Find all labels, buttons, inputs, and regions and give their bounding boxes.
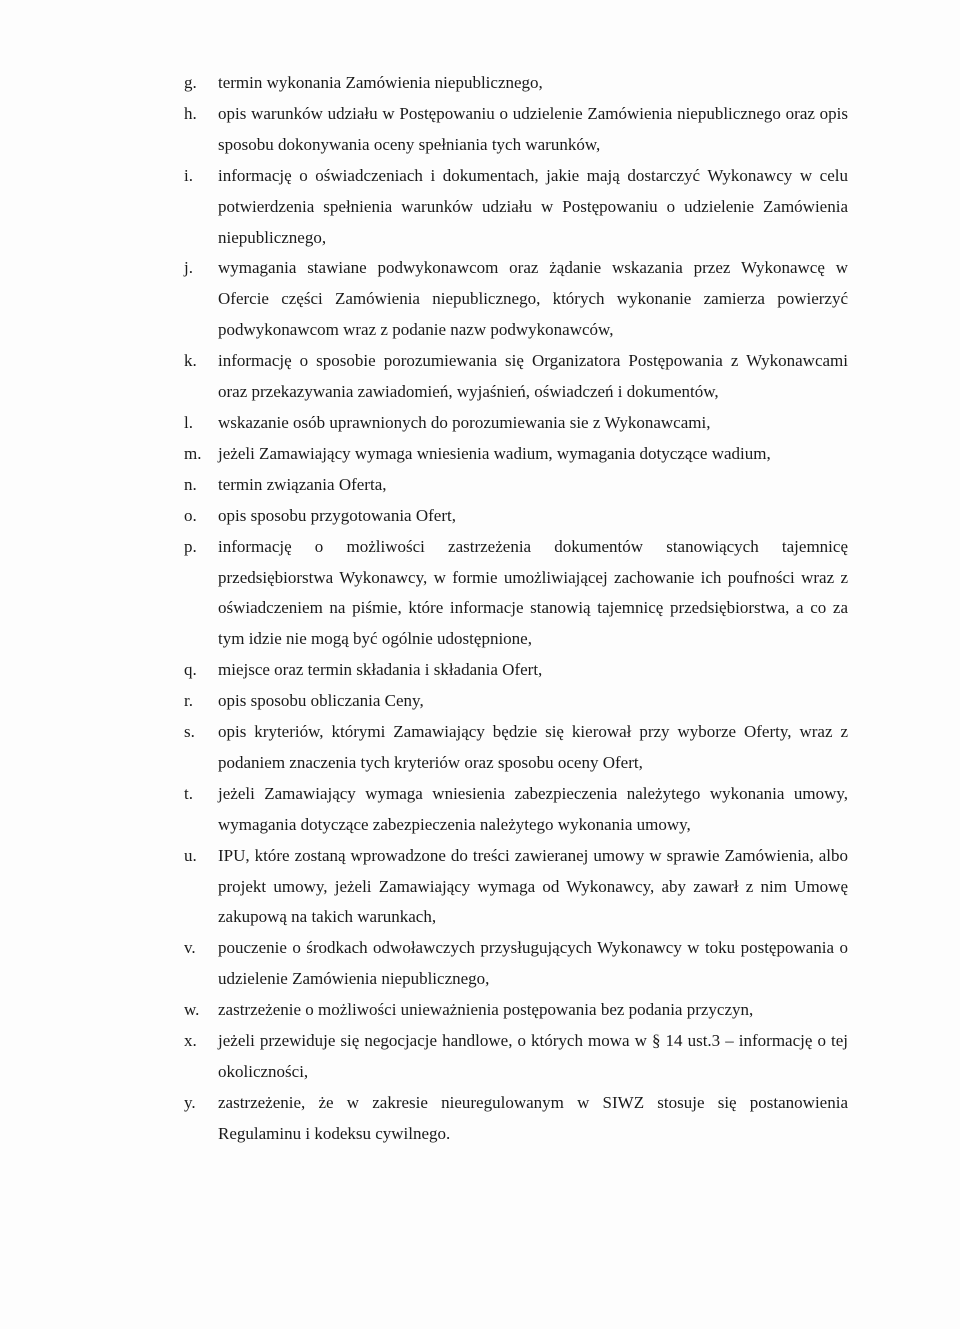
list-item-i xyxy=(184,161,848,254)
list-item-text: informację o oświadczeniach i dokumentach, jakie mają dostarczyć Wykonawcy w celu potwierdzenia spełnienia warunków udziału w Postępowaniu o udzielenie Zamówienia niepublicznego, xyxy=(218,165,848,247)
list-item-text: jeżeli przewiduje się negocjacje handlowe, o których mowa w § 14 ust.3 – informację o tej okoliczności, xyxy=(218,1031,848,1081)
list-item-letter: j. xyxy=(184,258,193,278)
list-item-letter: v. xyxy=(184,938,196,958)
list-item-letter: q. xyxy=(184,660,197,680)
list-item-letter: r. xyxy=(184,691,193,711)
list-item-g xyxy=(184,68,848,99)
list-item-letter: i. xyxy=(184,165,193,185)
list-item-text: pouczenie o środkach odwoławczych przysługujących Wykonawcy w toku postępowania o udzielenie Zamówienia niepublicznego, xyxy=(218,938,848,989)
list-item-w xyxy=(184,995,848,1026)
list-item-text: wymagania stawiane podwykonawcom oraz żądanie wskazania przez Wykonawcę w Ofercie części Zamówienia niepublicznego, których wykonanie zamierza powierzyć podwykonawcom wraz z podanie nazw podwykonawców, xyxy=(218,258,848,340)
list-item-q xyxy=(184,655,848,686)
list-item-p xyxy=(184,532,848,656)
list-item-letter: w. xyxy=(184,1000,200,1020)
list-item-m xyxy=(184,439,848,470)
list-item-text: opis sposobu przygotowania Ofert, xyxy=(218,505,456,525)
list-item-o xyxy=(184,501,848,532)
list-item-letter: o. xyxy=(184,505,197,525)
list-item-y xyxy=(184,1088,848,1150)
list-item-text: informację o sposobie porozumiewania się Organizatora Postępowania z Wykonawcami oraz przekazywania zawiadomień, wyjaśnień, oświadczeń i dokumentów, xyxy=(218,351,848,402)
list-item-n xyxy=(184,470,848,501)
list-item-text: termin wykonania Zamówienia niepublicznego, xyxy=(218,73,543,92)
list-item-letter: l. xyxy=(184,412,193,432)
list-item-text: wskazanie osób uprawnionych do porozumiewania sie z Wykonawcami, xyxy=(218,412,711,432)
list-item-letter: h. xyxy=(184,103,197,123)
list-item-k xyxy=(184,346,848,408)
list-item-letter: y. xyxy=(184,1092,196,1112)
list-item-letter: u. xyxy=(184,845,197,865)
list-item-letter: g. xyxy=(184,73,197,92)
list-item-letter: k. xyxy=(184,351,197,371)
list-item-u xyxy=(184,841,848,934)
list-item-t xyxy=(184,779,848,841)
list-item-text: opis sposobu obliczania Ceny, xyxy=(218,691,424,711)
list-item-letter: m. xyxy=(184,443,202,463)
list-item-s xyxy=(184,717,848,779)
list-item-text: zastrzeżenie o możliwości unieważnienia postępowania bez podania przyczyn, xyxy=(218,1000,754,1020)
list-item-letter: s. xyxy=(184,722,195,742)
list-item-j xyxy=(184,253,848,346)
list-item-letter: x. xyxy=(184,1031,197,1051)
list-item-x xyxy=(184,1026,848,1088)
list-item-text: informację o możliwości zastrzeżenia dokumentów stanowiących tajemnicę przedsiębiorstwa Wykonawcy, w formie umożliwiającej zachowanie ich poufności wraz z oświadczeniem na piśmie, które informacje stanowią tajemnicę przedsiębiorstwa, a co za tym idzie nie mogą być ogólnie udostępnione, xyxy=(218,536,848,649)
list-item-v xyxy=(184,933,848,995)
list-item-text: jeżeli Zamawiający wymaga wniesienia wadium, wymagania dotyczące wadium, xyxy=(218,443,771,463)
list-item-text: zastrzeżenie, że w zakresie nieuregulowanym w SIWZ stosuje się postanowienia Regulaminu i kodeksu cywilnego. xyxy=(218,1092,848,1143)
list-item-text: termin związania Oferta, xyxy=(218,474,387,494)
list-item-r xyxy=(184,686,848,717)
list-item-text: IPU, które zostaną wprowadzone do treści zawieranej umowy w sprawie Zamówienia, albo projekt umowy, jeżeli Zamawiający wymaga od Wykonawcy, aby zawarł z nim Umowę zakupową na takich warunkach, xyxy=(218,845,848,927)
list-item-letter: t. xyxy=(184,783,193,803)
list-item-letter: n. xyxy=(184,474,197,494)
list-item-h xyxy=(184,99,848,161)
list-item-text: jeżeli Zamawiający wymaga wniesienia zabezpieczenia należytego wykonania umowy, wymagania dotyczące zabezpieczenia należytego wykonania umowy, xyxy=(218,783,848,834)
list-item-text: opis kryteriów, którymi Zamawiający będzie się kierował przy wyborze Oferty, wraz z podaniem znaczenia tych kryteriów oraz sposobu oceny Ofert, xyxy=(218,722,848,772)
list-item-text: opis warunków udziału w Postępowaniu o udzielenie Zamówienia niepublicznego oraz opis sposobu dokonywania oceny spełniania tych warunków, xyxy=(218,103,848,154)
list-item-l xyxy=(184,408,848,439)
list-item-text: miejsce oraz termin składania i składania Ofert, xyxy=(218,660,543,680)
requirements-list xyxy=(184,68,848,1150)
list-item-letter: p. xyxy=(184,536,197,556)
